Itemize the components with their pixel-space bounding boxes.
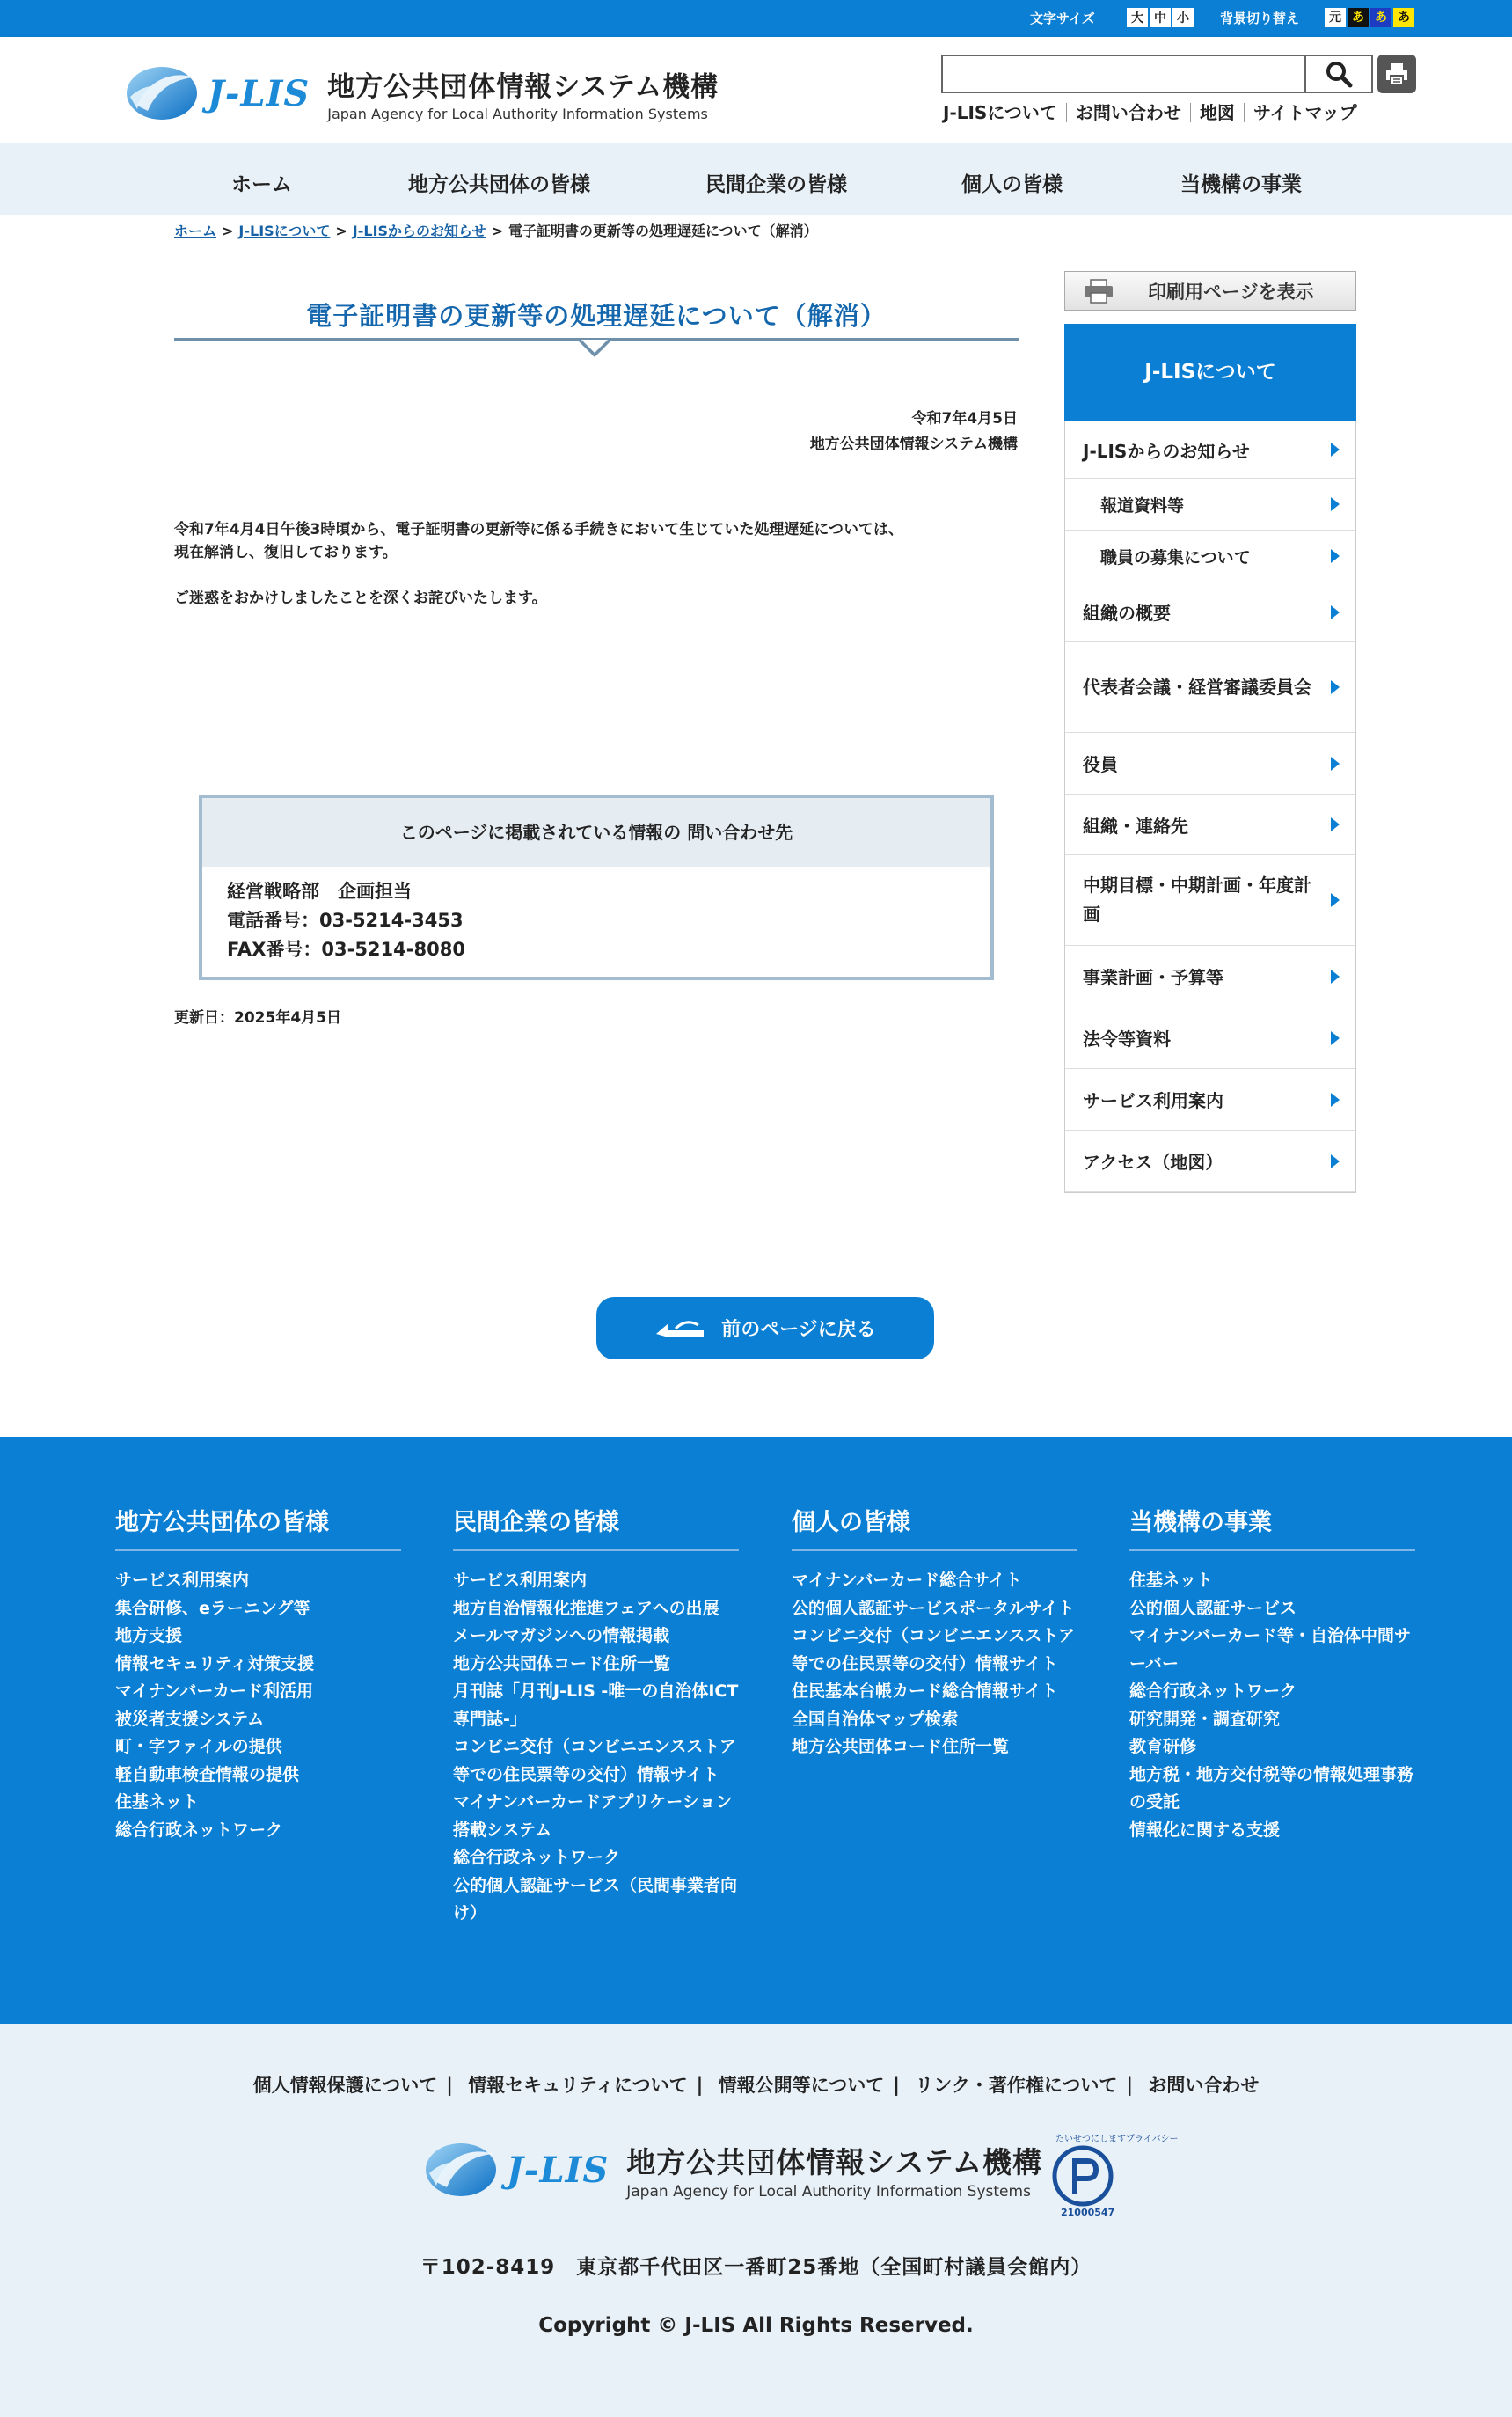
footer-link[interactable]: 住基ネット — [115, 1792, 200, 1812]
footer-link[interactable]: マイナンバーカード総合サイト — [792, 1571, 1022, 1590]
bg-yellow-black-button[interactable]: あ — [1393, 8, 1414, 27]
font-size-small-button[interactable]: 小 — [1172, 8, 1194, 27]
sidebar-heading[interactable]: J-LISについて — [1064, 324, 1356, 421]
contact-fax: FAX番号：03-5214-8080 — [227, 939, 465, 960]
breadcrumb-link-home[interactable]: ホーム — [174, 223, 217, 239]
breadcrumb-separator: > — [222, 223, 234, 239]
chevron-right-icon — [1331, 549, 1340, 563]
footer-column-title[interactable]: 民間企業の皆様 — [453, 1503, 739, 1551]
chevron-right-icon — [1331, 1031, 1340, 1045]
footer-link[interactable]: 町・字ファイルの提供 — [115, 1737, 282, 1756]
footer-column-local-gov — [115, 1503, 401, 1844]
breadcrumb-link-news[interactable]: J-LISからのお知らせ — [352, 223, 486, 239]
article-date: 令和7年4月5日 — [911, 410, 1018, 428]
footer-link[interactable]: 地方公共団体コード住所一覧 — [792, 1737, 1010, 1756]
sidebar-item-services[interactable] — [1065, 1069, 1355, 1131]
sidebar-item-plans[interactable] — [1065, 855, 1355, 946]
return-arrow-icon — [654, 1316, 705, 1341]
sidebar-menu — [1064, 421, 1356, 1193]
footer-link[interactable]: 住基ネット — [1129, 1571, 1214, 1590]
footer-link[interactable]: 地方自治情報化推進フェアへの出展 — [453, 1598, 719, 1618]
footer-link[interactable]: メールマガジンへの情報掲載 — [453, 1626, 670, 1645]
sidebar-item-label: 職員の募集について — [1100, 547, 1251, 568]
nav-item-individuals[interactable]: 個人の皆様 — [961, 173, 1063, 196]
sidebar-item-laws[interactable] — [1065, 1007, 1355, 1069]
font-size-large-button[interactable]: 大 — [1127, 8, 1148, 27]
printer-icon — [1384, 61, 1410, 87]
search-icon — [1325, 60, 1353, 88]
footer-link[interactable]: 全国自治体マップ検索 — [792, 1709, 959, 1729]
header-link-contact[interactable]: お問い合わせ — [1066, 103, 1190, 122]
breadcrumb-separator: > — [491, 223, 503, 239]
sub-footer-links: 個人情報保護について | 情報セキュリティについて | 情報公開等について | リンク・著作権について | お問い合わせ — [0, 2071, 1512, 2098]
footer-link[interactable]: 地方税・地方交付税等の情報処理事務の受託 — [1129, 1764, 1414, 1812]
site-footer — [0, 1437, 1512, 2024]
footer-column-business — [1129, 1503, 1415, 1844]
font-size-medium-button[interactable]: 中 — [1150, 8, 1171, 27]
title-notch-decoration — [577, 340, 612, 359]
footer-link-copyright[interactable]: リンク・著作権について — [915, 2075, 1118, 2096]
article-paragraph-1-line-2: 現在解消し、復旧しております。 — [174, 544, 398, 561]
sidebar-item-label: 組織・連絡先 — [1083, 815, 1188, 837]
chevron-right-icon — [1331, 1154, 1340, 1168]
footer-link[interactable]: 総合行政ネットワーク — [1129, 1681, 1297, 1701]
breadcrumb — [174, 220, 818, 240]
footer-link[interactable]: 住民基本台帳カード総合情報サイト — [792, 1681, 1058, 1701]
print-button-top[interactable] — [1377, 55, 1416, 93]
footer-column-title[interactable]: 個人の皆様 — [792, 1503, 1077, 1551]
site-logo[interactable] — [121, 62, 719, 125]
chevron-right-icon — [1331, 1093, 1340, 1107]
chevron-right-icon — [1331, 893, 1340, 907]
chevron-right-icon — [1331, 817, 1340, 831]
footer-column-individuals — [792, 1503, 1077, 1761]
jlis-logo-mark-icon — [121, 62, 202, 125]
footer-link[interactable]: マイナンバーカード利活用 — [115, 1681, 313, 1701]
sidebar-item-label: 役員 — [1083, 754, 1118, 775]
bg-black-yellow-button[interactable]: あ — [1348, 8, 1369, 27]
font-size-buttons — [1127, 8, 1194, 27]
sidebar-item-contacts[interactable] — [1065, 795, 1355, 855]
logo-wordmark: J-LIS — [208, 72, 310, 114]
sub-footer — [0, 2024, 1512, 2417]
footer-link[interactable]: 総合行政ネットワーク — [115, 1820, 283, 1840]
footer-link[interactable]: サービス利用案内 — [453, 1571, 588, 1590]
footer-link[interactable]: 公的個人認証サービス — [1129, 1598, 1297, 1618]
search-input[interactable] — [941, 55, 1304, 93]
sidebar-item-label: 事業計画・予算等 — [1083, 967, 1223, 988]
footer-link[interactable]: 公的個人認証サービスポータルサイト — [792, 1598, 1075, 1618]
footer-link[interactable]: 地方支援 — [115, 1626, 183, 1645]
site-title-ja: 地方公共団体情報システム機構 — [327, 71, 719, 103]
sidebar-item-access[interactable] — [1065, 1131, 1355, 1192]
footer-link[interactable]: 地方公共団体コード住所一覧 — [453, 1653, 671, 1674]
footer-link-security[interactable]: 情報セキュリティについて — [468, 2075, 688, 2096]
search-box — [941, 55, 1373, 93]
contact-phone: 電話番号：03-5214-3453 — [227, 910, 464, 931]
chevron-right-icon — [1331, 680, 1340, 694]
privacy-mark-text: たいせつにしますプライバシー — [1055, 2135, 1179, 2144]
background-switch-buttons — [1325, 8, 1414, 27]
footer-column-companies — [453, 1503, 739, 1928]
utility-bar — [0, 0, 1512, 37]
address: 〒102-8419 東京都千代田区一番町25番地（全国町村議員会館内） — [420, 2256, 1092, 2279]
header-link-map[interactable]: 地図 — [1190, 103, 1244, 122]
page-title: 電子証明書の更新等の処理遅延について（解消） — [306, 301, 887, 331]
breadcrumb-link-about[interactable]: J-LISについて — [238, 223, 331, 239]
printer-icon — [1083, 279, 1114, 304]
footer-title-en: Japan Agency for Local Authority Information Systems — [626, 2182, 1031, 2201]
footer-link[interactable]: 情報化に関する支援 — [1129, 1820, 1281, 1840]
chevron-right-icon — [1331, 443, 1340, 457]
privacy-mark-icon — [1038, 2128, 1179, 2218]
article-org: 地方公共団体情報システム機構 — [809, 436, 1018, 453]
footer-link[interactable]: 被災者支援システム — [115, 1709, 265, 1729]
copyright: Copyright © J-LIS All Rights Reserved. — [538, 2314, 974, 2337]
chevron-right-icon — [1331, 497, 1340, 511]
nav-item-companies[interactable]: 民間企業の皆様 — [705, 173, 847, 196]
sidebar-item-label: 法令等資料 — [1083, 1029, 1171, 1050]
contact-box — [199, 795, 994, 980]
sidebar-item-label: アクセス（地図） — [1083, 1152, 1223, 1173]
sidebar-item-press[interactable] — [1065, 479, 1355, 531]
print-page-label: 印刷用ページを表示 — [1148, 281, 1314, 303]
chevron-right-icon — [1331, 605, 1340, 619]
print-page-button[interactable] — [1064, 271, 1356, 311]
footer-link[interactable]: 公的個人認証サービス（民間事業者向け） — [453, 1875, 738, 1923]
footer-link-privacy[interactable]: 個人情報保護について — [252, 2075, 438, 2096]
footer-link[interactable]: 総合行政ネットワーク — [453, 1848, 621, 1867]
sidebar-item-overview[interactable] — [1065, 582, 1355, 642]
sidebar-item-council[interactable] — [1065, 642, 1355, 733]
header-link-about[interactable]: J-LISについて — [943, 102, 1057, 123]
header-link-sitemap[interactable]: サイトマップ — [1244, 103, 1366, 122]
footer-link[interactable]: 教育研修 — [1129, 1737, 1197, 1756]
sidebar-item-label: 中期目標・中期計画・年度計画 — [1083, 875, 1311, 925]
site-header — [0, 37, 1512, 143]
contact-title: このページに掲載されている情報の 問い合わせ先 — [202, 798, 990, 867]
footer-link[interactable]: コンビニ交付（コンビニエンスストア等での住民票等の交付）情報サイト — [792, 1626, 1075, 1674]
chevron-right-icon — [1331, 970, 1340, 984]
jlis-logo-mark-icon — [420, 2138, 501, 2201]
sidebar-item-budget[interactable] — [1065, 946, 1355, 1007]
back-button[interactable] — [596, 1297, 934, 1359]
footer-link[interactable]: 月刊誌「月刊J-LIS -唯一の自治体ICT専門誌-」 — [453, 1681, 739, 1729]
sidebar-item-label: 組織の概要 — [1083, 603, 1171, 624]
footer-link[interactable]: マイナンバーカード等・自治体中間サーバー — [1129, 1626, 1411, 1674]
privacy-mark-number: 21000547 — [1061, 2207, 1115, 2218]
footer-link[interactable]: コンビニ交付（コンビニエンスストア等での住民票等の交付）情報サイト — [453, 1737, 736, 1784]
footer-link[interactable]: 情報セキュリティ対策支援 — [115, 1653, 315, 1674]
sidebar-item-label: J-LISからのお知らせ — [1083, 440, 1250, 462]
breadcrumb-separator: > — [335, 223, 347, 239]
article-paragraph-1-line-1: 令和7年4月4日午後3時頃から、電子証明書の更新等に係る手続きにおいて生じていた処理遅延については、 — [174, 521, 903, 538]
updated-date: 更新日：2025年4月5日 — [174, 1009, 341, 1027]
back-button-label: 前のページに戻る — [721, 1319, 876, 1341]
footer-link[interactable]: 集合研修、eラーニング等 — [115, 1598, 310, 1618]
nav-item-home[interactable]: ホーム — [231, 173, 292, 196]
article-paragraph-2: ご迷惑をおかけしましたことを深くお詫びいたします。 — [174, 590, 547, 607]
footer-logo[interactable] — [420, 2138, 1042, 2201]
chevron-right-icon — [1331, 757, 1340, 771]
footer-link[interactable]: 軽自動車検査情報の提供 — [115, 1764, 300, 1784]
footer-column-title[interactable]: 地方公共団体の皆様 — [115, 1503, 401, 1551]
font-size-label: 文字サイズ — [1030, 11, 1095, 26]
article-body — [174, 518, 1019, 633]
footer-link-disclosure[interactable]: 情報公開等について — [718, 2075, 885, 2096]
logo-wordmark: J-LIS — [507, 2149, 610, 2191]
footer-link-contact[interactable]: お問い合わせ — [1148, 2075, 1260, 2096]
nav-item-business[interactable]: 当機構の事業 — [1180, 173, 1302, 196]
breadcrumb-current: 電子証明書の更新等の処理遅延について（解消） — [508, 223, 818, 239]
footer-link[interactable]: サービス利用案内 — [115, 1571, 250, 1590]
header-links — [943, 103, 1366, 122]
site-title-en: Japan Agency for Local Authority Information Systems — [327, 106, 708, 122]
global-nav — [0, 143, 1512, 215]
footer-title-ja: 地方公共団体情報システム機構 — [626, 2144, 1042, 2179]
contact-department: 経営戦略部 企画担当 — [227, 881, 412, 902]
sidebar-item-officers[interactable] — [1065, 733, 1355, 795]
bg-default-button[interactable]: 元 — [1325, 8, 1346, 27]
footer-link[interactable]: 研究開発・調査研究 — [1129, 1709, 1281, 1729]
footer-column-title[interactable]: 当機構の事業 — [1129, 1503, 1415, 1551]
sidebar-item-recruit[interactable] — [1065, 531, 1355, 582]
sidebar-item-news[interactable] — [1065, 421, 1355, 479]
sidebar-item-label: サービス利用案内 — [1083, 1090, 1223, 1111]
bg-blue-yellow-button[interactable]: あ — [1370, 8, 1391, 27]
footer-link[interactable]: マイナンバーカードアプリケーション搭載システム — [453, 1792, 733, 1840]
sidebar-item-label: 報道資料等 — [1100, 495, 1185, 516]
search-button[interactable] — [1304, 55, 1373, 93]
sidebar-item-label: 代表者会議・経営審議委員会 — [1083, 676, 1311, 698]
nav-item-local-gov[interactable]: 地方公共団体の皆様 — [408, 173, 590, 196]
article-date-block — [810, 406, 1018, 458]
background-switch-label: 背景切り替え — [1220, 11, 1300, 26]
